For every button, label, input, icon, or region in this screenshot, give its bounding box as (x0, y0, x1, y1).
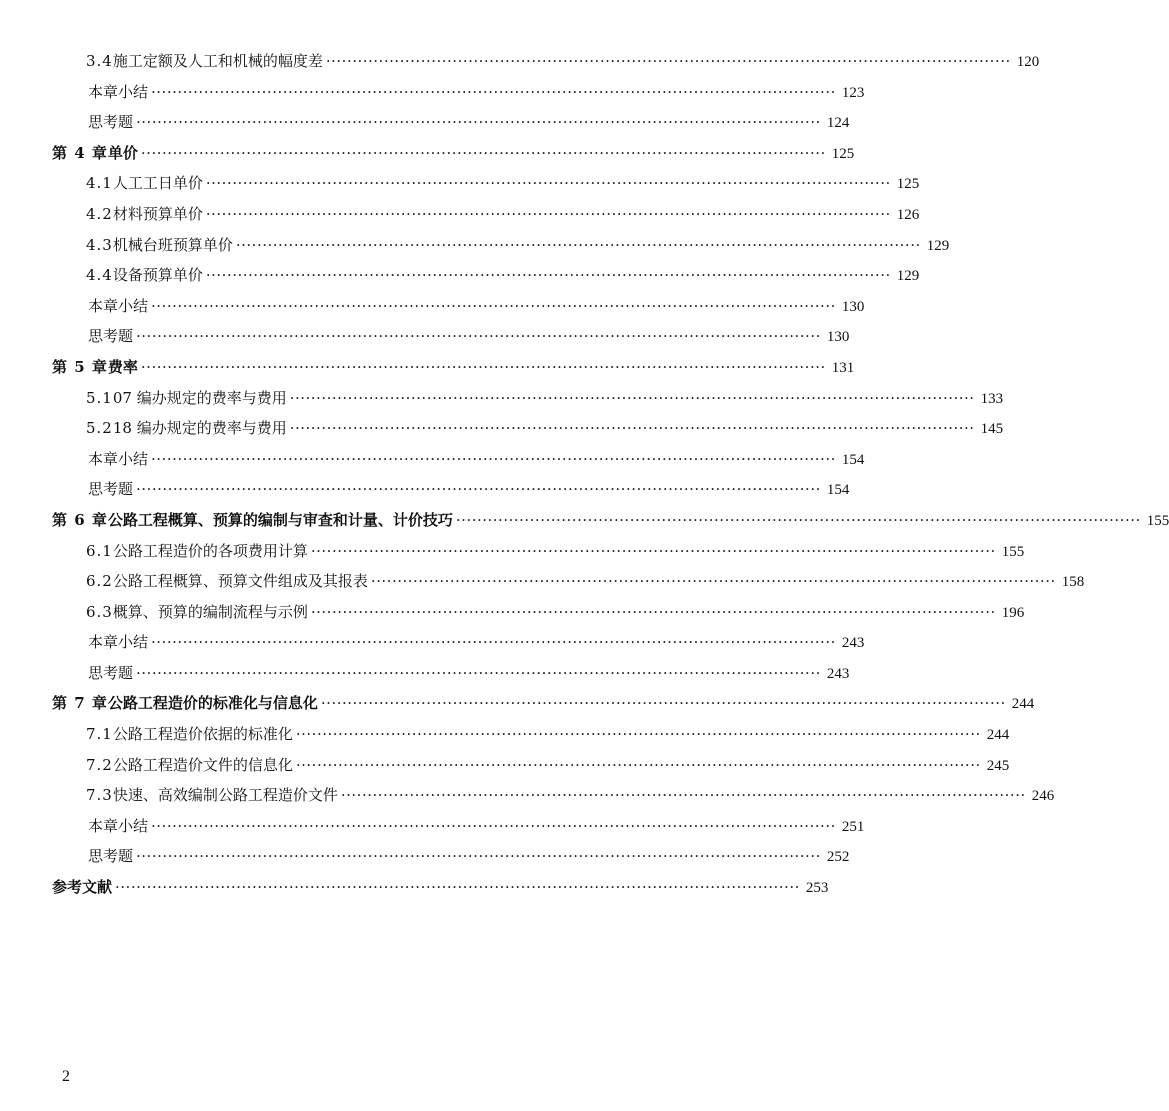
toc-row-section-6-1 (0, 536, 1025, 567)
section-number: 3.4 (86, 52, 113, 70)
dot-leader: ·································································································································· (136, 480, 821, 499)
entry-title: 本章小结 (88, 296, 149, 315)
chapter-number: 第 6 章 (52, 510, 108, 529)
dot-leader: ·································································································································· (151, 816, 836, 835)
toc-row-exercises (0, 841, 850, 872)
entry-title: 公路工程造价文件的信息化 (112, 755, 293, 774)
dot-leader: ·································································································································· (325, 52, 1011, 70)
section-number: 5.1 (86, 388, 113, 407)
toc-entry[interactable] (86, 750, 1010, 782)
entry-title: 本章小结 (88, 633, 149, 652)
toc-entry[interactable] (88, 474, 850, 506)
toc-chapter-entry[interactable] (52, 138, 855, 170)
entry-title: 本章小结 (88, 816, 149, 835)
entry-title: 公路工程概算、预算文件组成及其报表 (112, 572, 368, 591)
toc-row-exercises (0, 658, 850, 689)
entry-title: 设备预算单价 (112, 266, 203, 285)
dot-leader: ·································································································································· (151, 633, 836, 652)
entry-title: 快速、高效编制公路工程造价文件 (112, 786, 338, 805)
toc-chapter-entry[interactable] (52, 352, 855, 384)
entry-title: 公路工程造价的标准化与信息化 (107, 694, 318, 713)
toc-row-chapter-7 (0, 688, 1035, 719)
page-number: 155 (1146, 512, 1169, 529)
toc-entry[interactable] (86, 46, 1040, 78)
entry-title: 机械台班预算单价 (112, 235, 233, 254)
page-number: 244 (1011, 696, 1035, 713)
page-number: 129 (896, 268, 920, 285)
dot-leader: ·································································································································· (205, 204, 891, 223)
page-number: 196 (1001, 604, 1025, 621)
toc-entry[interactable] (88, 444, 865, 476)
toc-row-section-4-1 (0, 168, 920, 199)
page-number: 154 (826, 482, 850, 499)
page-number: 246 (1031, 788, 1055, 805)
page-number: 145 (980, 421, 1004, 438)
toc-entry[interactable] (86, 230, 950, 262)
toc-entry[interactable] (88, 841, 850, 873)
entry-title: 本章小结 (88, 82, 149, 101)
section-number: 6.1 (86, 541, 113, 560)
page-number: 130 (826, 329, 850, 346)
toc-entry[interactable] (86, 536, 1025, 568)
dot-leader: ·································································································································· (136, 327, 821, 346)
chapter-number: 第 7 章 (52, 694, 108, 713)
section-number: 4.1 (86, 174, 113, 193)
dot-leader: ·································································································································· (310, 602, 996, 621)
page-number: 120 (1016, 54, 1040, 70)
toc-row-section-6-2 (0, 566, 1085, 597)
dot-leader: ·································································································································· (205, 266, 891, 285)
toc-entry[interactable] (88, 321, 850, 353)
entry-title: 单价 (107, 143, 138, 162)
page-number: 124 (826, 115, 850, 132)
entry-title: 公路工程造价的各项费用计算 (112, 541, 308, 560)
dot-leader: ·································································································································· (151, 449, 836, 468)
toc-entry[interactable] (86, 597, 1025, 629)
page-number: 123 (841, 84, 865, 101)
toc-row-summary (0, 811, 865, 842)
toc-entry[interactable] (86, 383, 1004, 415)
toc-chapter-entry[interactable] (52, 688, 1035, 720)
dot-leader: ·································································································································· (295, 755, 981, 774)
section-number: 4.4 (86, 266, 113, 285)
page-number: 130 (841, 298, 865, 315)
toc-row-section-6-3 (0, 597, 1025, 628)
toc-row-section-7-1 (0, 719, 1010, 750)
page-number: 243 (826, 665, 850, 682)
dot-leader: ·································································································································· (136, 113, 821, 132)
page-number: 125 (831, 145, 855, 162)
toc-row-references (0, 872, 829, 903)
toc-entry[interactable] (88, 77, 865, 109)
entry-title: 思考题 (88, 663, 134, 682)
dot-leader: ·································································································································· (295, 725, 981, 744)
chapter-number: 第 5 章 (52, 357, 108, 376)
page-number: 126 (896, 206, 920, 223)
toc-entry[interactable] (86, 168, 920, 200)
page-number: 251 (841, 818, 865, 835)
section-number: 7.1 (86, 725, 113, 744)
section-number: 4.3 (86, 235, 113, 254)
section-number: 7.2 (86, 755, 113, 774)
toc-row-summary (0, 444, 865, 475)
page-number: 252 (826, 849, 850, 866)
dot-leader: ·································································································································· (205, 174, 891, 193)
page-number: 155 (1001, 543, 1025, 560)
toc-chapter-entry[interactable] (52, 505, 1169, 537)
page-number: 131 (831, 359, 855, 376)
page-number: 245 (986, 757, 1010, 774)
page-number: 244 (986, 727, 1010, 744)
section-number: 7.3 (86, 786, 113, 805)
toc-row-chapter-4 (0, 138, 855, 169)
toc-chapter-entry[interactable] (52, 872, 829, 904)
page-number: 253 (805, 880, 829, 897)
dot-leader: ·································································································································· (235, 235, 921, 254)
dot-leader: ·································································································································· (320, 694, 1006, 713)
dot-leader: ·································································································································· (140, 357, 826, 376)
toc-entry[interactable] (88, 658, 850, 690)
dot-leader: ·································································································································· (289, 388, 975, 407)
toc-row-summary (0, 77, 865, 108)
entry-title: 思考题 (88, 847, 134, 866)
toc-entry[interactable] (86, 780, 1055, 812)
page-number: 243 (841, 635, 865, 652)
entry-title: 人工工日单价 (112, 174, 203, 193)
entry-title: 材料预算单价 (112, 204, 203, 223)
toc-row-chapter-6 (0, 505, 1169, 536)
toc-row-section-7-2 (0, 750, 1010, 781)
dot-leader: ·································································································································· (310, 541, 996, 560)
toc-entry[interactable] (86, 260, 920, 292)
toc-entry[interactable] (88, 291, 865, 323)
page-number: 129 (926, 237, 950, 254)
entry-title: 公路工程概算、预算的编制与审查和计量、计价技巧 (107, 510, 453, 529)
entry-title: 施工定额及人工和机械的幅度差 (112, 52, 323, 70)
toc-entry[interactable] (86, 413, 1004, 445)
toc-entry[interactable] (88, 811, 865, 843)
entry-title: 思考题 (88, 480, 134, 499)
table-of-contents (0, 46, 1169, 903)
dot-leader: ·································································································································· (136, 663, 821, 682)
toc-row-exercises (0, 474, 850, 505)
entry-title: 18 编办规定的费率与费用 (112, 419, 287, 438)
toc-row-section-4-2 (0, 199, 920, 230)
toc-row-section-5-2 (0, 413, 1004, 444)
dot-leader: ·································································································································· (140, 143, 826, 162)
toc-entry[interactable] (86, 566, 1085, 598)
dot-leader: ·································································································································· (136, 847, 821, 866)
entry-title: 07 编办规定的费率与费用 (112, 388, 287, 407)
chapter-number: 第 4 章 (52, 143, 108, 162)
entry-title: 费率 (107, 357, 138, 376)
entry-title: 思考题 (88, 327, 134, 346)
page-number: 158 (1061, 574, 1085, 591)
toc-row-section-3-4 (0, 46, 1040, 77)
section-number: 6.3 (86, 602, 113, 621)
toc-row-section-5-1 (0, 383, 1004, 414)
dot-leader: ·································································································································· (455, 510, 1141, 529)
toc-entry[interactable] (88, 107, 850, 139)
dot-leader: ·································································································································· (151, 296, 836, 315)
page-folio-number: 2 (62, 1068, 70, 1085)
section-number: 6.2 (86, 572, 113, 591)
dot-leader: ·································································································································· (340, 786, 1026, 805)
toc-entry[interactable] (88, 627, 865, 659)
toc-row-summary (0, 291, 865, 322)
entry-title: 本章小结 (88, 449, 149, 468)
toc-entry[interactable] (86, 719, 1010, 751)
section-number: 4.2 (86, 204, 113, 223)
entry-title: 参考文献 (52, 878, 113, 897)
toc-row-chapter-5 (0, 352, 855, 383)
entry-title: 公路工程造价依据的标准化 (112, 725, 293, 744)
entry-title: 思考题 (88, 113, 134, 132)
page-number: 154 (841, 451, 865, 468)
entry-title: 概算、预算的编制流程与示例 (112, 602, 308, 621)
toc-row-exercises (0, 321, 850, 352)
dot-leader: ·································································································································· (370, 572, 1056, 591)
dot-leader: ·································································································································· (289, 419, 975, 438)
toc-row-summary (0, 627, 865, 658)
page-number: 125 (896, 176, 920, 193)
page-number: 133 (980, 390, 1004, 407)
toc-row-exercises (0, 107, 850, 138)
dot-leader: ·································································································································· (115, 878, 800, 897)
toc-entry[interactable] (86, 199, 920, 231)
section-number: 5.2 (86, 419, 113, 438)
dot-leader: ·································································································································· (151, 82, 836, 101)
toc-row-section-4-3 (0, 230, 950, 261)
toc-row-section-7-3 (0, 780, 1055, 811)
toc-row-section-4-4 (0, 260, 920, 291)
